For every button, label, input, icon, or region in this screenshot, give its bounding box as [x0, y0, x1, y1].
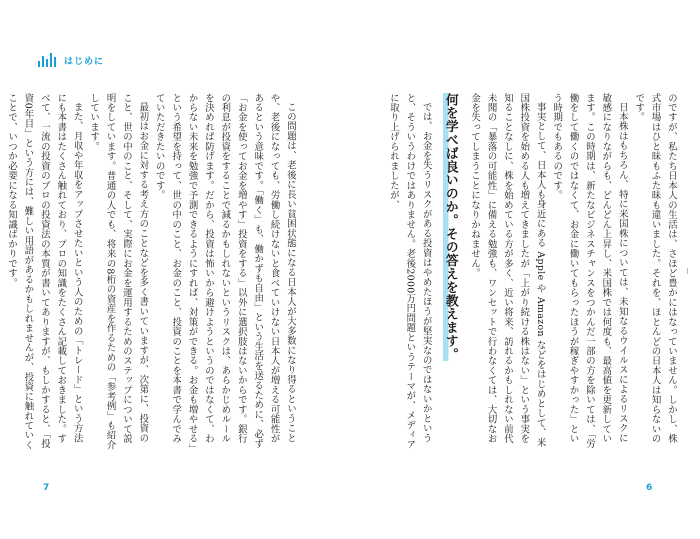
page-number-left: 7	[43, 483, 50, 493]
left-page-body	[6, 93, 298, 453]
paragraph: この問題は、老後に長い貧困状態になる日本人が大多数になり得るということや、老後になっても、労働し続けないと食べていけない日本人が増える可能性があるという意味です。「働く」も、働かずも自由」という生活を送るために、必ず「お金を使ってお金を増やす」投資をする」以外に選択肢はないからです。銀行の利息が投資をすることで減るかもしれないというリスクは、あらかじめルールを決めれば防げます。だから、投資は怖いから避けようというのではなくて、わからない未来を勉強で予測できるようにすれば、対策ができる。お金も増やせる」という希望を持って、世の中のこと、お金のこと、投資のことを本書で学んでみていただきたいのです。	[153, 93, 296, 449]
chapter-header	[38, 52, 104, 68]
section-heading-text: 何を学べば良いのか。その答えを教えます。	[442, 93, 458, 361]
chapter-title: はじめに	[64, 56, 105, 67]
paragraph: 最初はお金に対する考え方のことなどを多く書いていますが、次第に、投資のこと、世の中のこと、そして、実際にお金を運用するためのステップについて説明をしています。普通の人でも、将来の8桁の資産を作るための「参考例」も紹介しています。	[88, 93, 149, 450]
paragraph: また、月収や年収をアップさせたいという人のための「トレード」という方法にも本書はたくさん触れており、プロの知識をたくさん記載しておきました。すべて、一流の投資のプロの投資法の本質が書いてありますが、もしかすると、「投資0年目」という方には、難しい用語があるかもしれませんが、投資に触れていくことで、いつか必要になる知識ばかりです。	[6, 93, 83, 450]
right-page-body	[357, 93, 679, 453]
section-heading	[439, 93, 461, 453]
paragraph: 日本株はもちろん、特に米国株については、未知なるウイルスによるリスクに敏感になりながらも、どんどん上昇し、米国株では何度も、最高値を更新しています。この時期は、新たなビジネスチャンスをつかんだ一部の方を除いては、「労働をして働くのではなくて、お金に働いてもらったほうが稼ぎやすかった」という時期でもあるのです。	[551, 93, 628, 449]
bar-chart-icon	[38, 53, 58, 67]
paragraph: 事実として、日本人も身近にある Apple や Amazon などをはじめとして、米国株投資を始める人も増えてきましたが「上がり続ける株はない」という事実を知ることなしに、株を始めている方が多く、近い将来、訪れるかもしれない前代未聞の「暴落の可能性」に備える勉強も、ワンセットで行わなくては、大切なお金を失ってしまうことになりかねません。	[469, 93, 546, 448]
paragraph: のですが、私たち日本人の生活は、さほど豊かにはなっていません。しかし、株式市場はひと昧もふた昧も違いました。それを、ほとんどの日本人は知らないのです。	[633, 93, 677, 444]
paragraph: では、お金を失うリスクがある投資はやめたほうが堅実なのではないかというと、そういうわけではありません。老後2000万円問題というテーマが、メディアに取り上げられましたが、	[387, 93, 432, 450]
page-edge-mark	[687, 268, 688, 274]
page-number-right: 6	[646, 483, 653, 493]
